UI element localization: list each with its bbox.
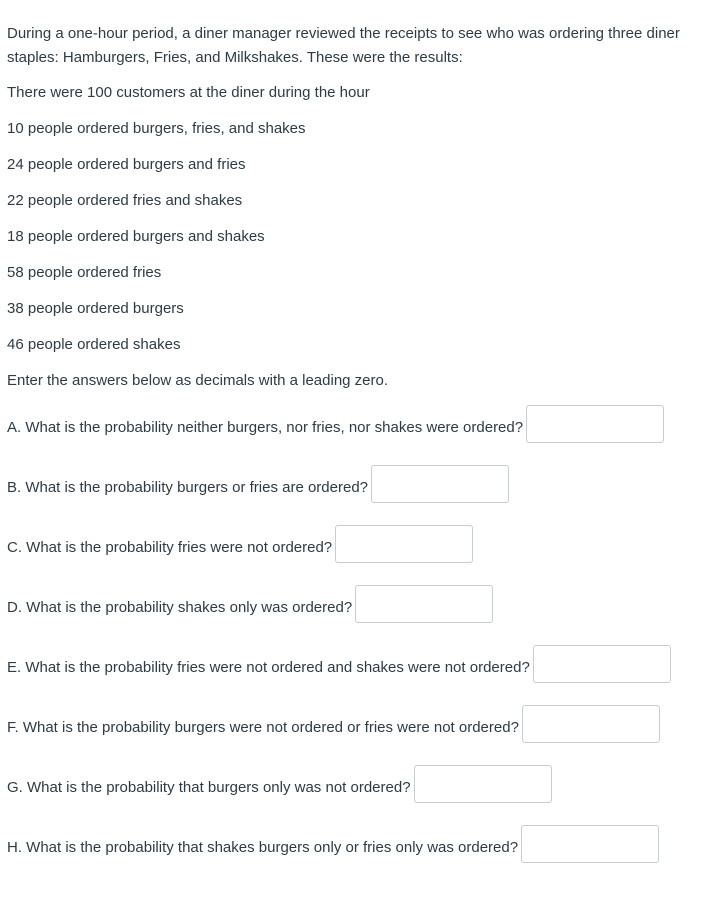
question-b — [7, 465, 509, 503]
answer-d-input[interactable] — [355, 585, 493, 623]
question-e — [7, 645, 671, 683]
answer-h-input[interactable] — [521, 825, 659, 863]
question-e-text: E. What is the probability fries were not ordered and shakes were not ordered? — [7, 659, 530, 676]
question-b-text: B. What is the probability burgers or fries are ordered? — [7, 479, 369, 496]
instructions-text: Enter the answers below as decimals with a leading zero. — [7, 372, 389, 389]
fact-fries: 58 people ordered fries — [7, 264, 162, 281]
fact-burgers-and-fries: 24 people ordered burgers and fries — [7, 156, 246, 173]
question-g — [7, 765, 552, 803]
question-a-text: A. What is the probability neither burgers, nor fries, nor shakes were ordered? — [7, 419, 524, 436]
fact-all-three: 10 people ordered burgers, fries, and shakes — [7, 120, 306, 137]
fact-shakes: 46 people ordered shakes — [7, 336, 181, 353]
question-d — [7, 585, 493, 623]
fact-total-customers: There were 100 customers at the diner during the hour — [7, 84, 370, 101]
question-c-text: C. What is the probability fries were not ordered? — [7, 539, 333, 556]
question-g-text: G. What is the probability that burgers only was not ordered? — [7, 779, 411, 796]
answer-a-input[interactable] — [526, 405, 664, 443]
fact-burgers: 38 people ordered burgers — [7, 300, 184, 317]
fact-fries-and-shakes: 22 people ordered fries and shakes — [7, 192, 243, 209]
question-c — [7, 525, 473, 563]
question-f — [7, 705, 660, 743]
answer-c-input[interactable] — [335, 525, 473, 563]
question-f-text: F. What is the probability burgers were not ordered or fries were not ordered? — [7, 719, 519, 736]
question-h-text: H. What is the probability that shakes burgers only or fries only was ordered? — [7, 839, 519, 856]
answer-g-input[interactable] — [414, 765, 552, 803]
question-d-text: D. What is the probability shakes only was ordered? — [7, 599, 353, 616]
answer-b-input[interactable] — [371, 465, 509, 503]
question-h — [7, 825, 659, 863]
answer-e-input[interactable] — [533, 645, 671, 683]
question-a — [7, 405, 664, 443]
fact-burgers-and-shakes: 18 people ordered burgers and shakes — [7, 228, 265, 245]
intro-text: During a one-hour period, a diner manager reviewed the receipts to see who was ordering three diner staples: Hamburgers, Fries, and Milkshakes. These were the results: — [7, 25, 680, 66]
answer-f-input[interactable] — [522, 705, 660, 743]
